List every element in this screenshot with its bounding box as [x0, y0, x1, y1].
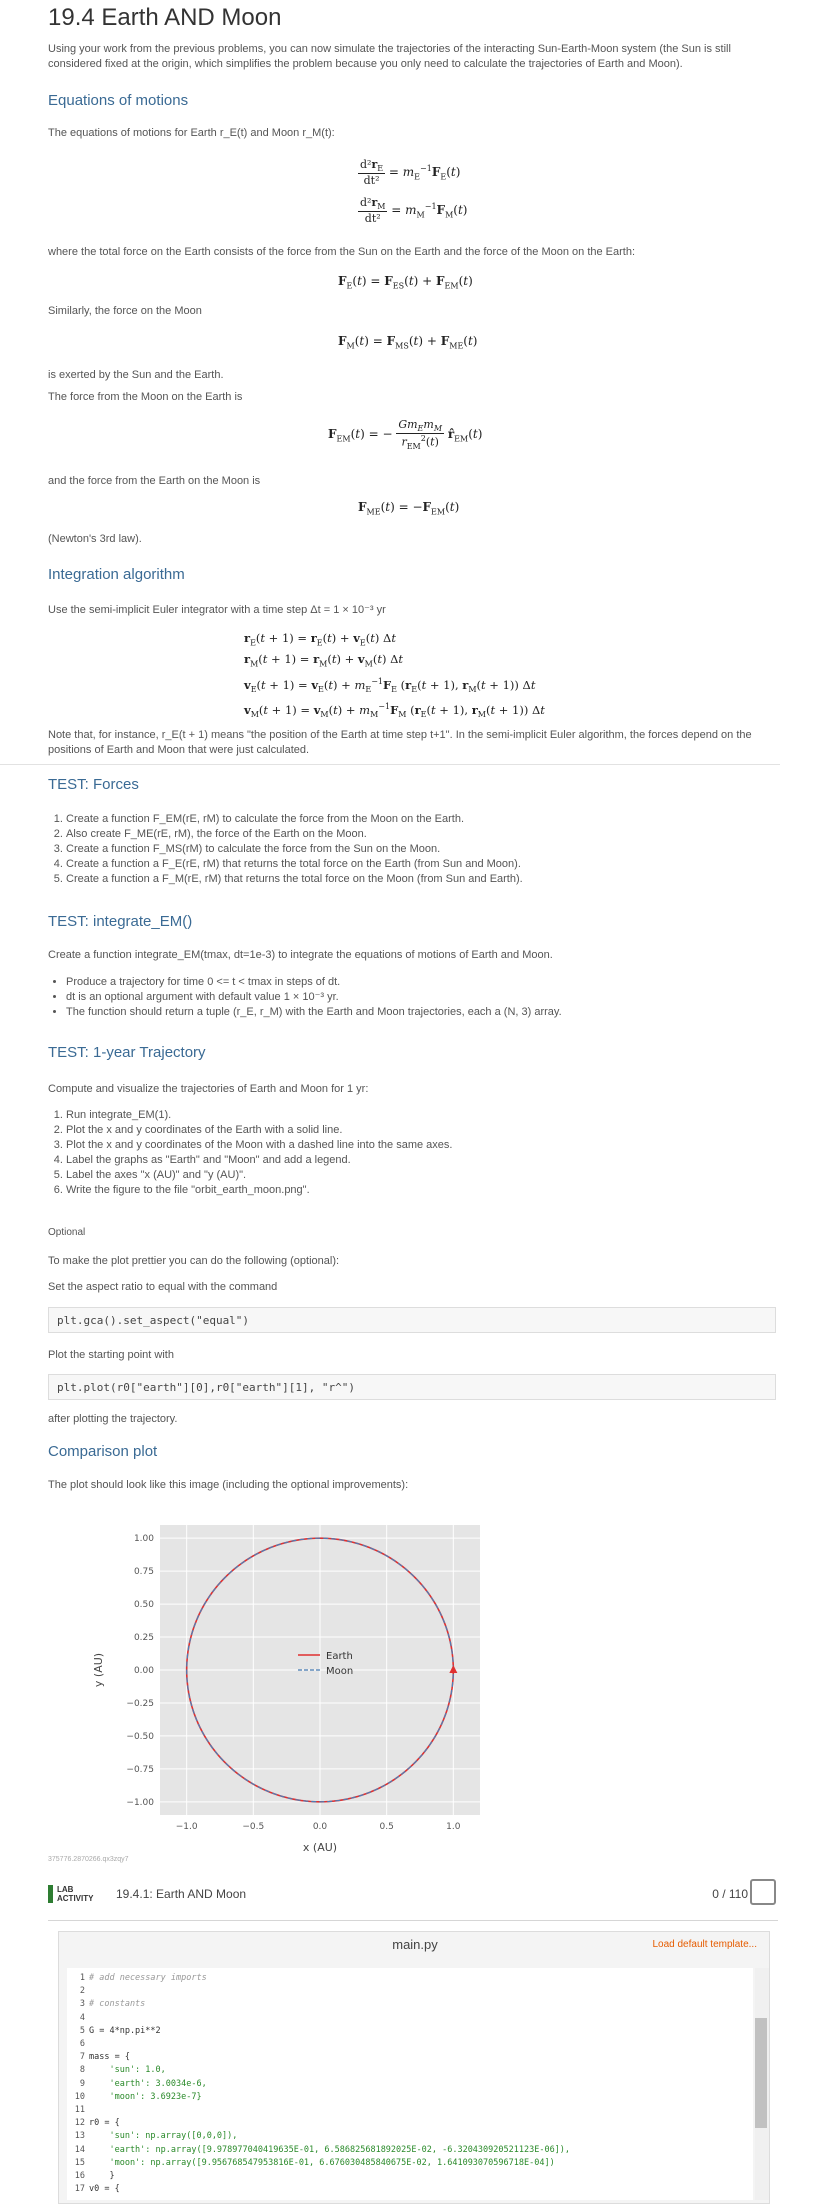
code-line: [67, 2130, 753, 2142]
code-line: [67, 2078, 753, 2090]
force-earth-moon-text: and the force from the Earth on the Moon is: [48, 475, 261, 487]
code-line: [67, 2091, 753, 2103]
load-template-link[interactable]: Load default template...: [652, 1939, 757, 1950]
code-text: G = 4*np.pi**2: [89, 2025, 161, 2036]
section-integration: Integration algorithm: [48, 566, 185, 583]
force-moon-earth-text: The force from the Moon on the Earth is: [48, 391, 243, 403]
forces-item-1: 1. Create a function F_EM(rE, rM) to calculate the force from the Moon on the Earth.: [66, 812, 523, 827]
newton-text: (Newton's 3rd law).: [48, 533, 142, 545]
euler-equations: [244, 630, 545, 723]
line-number: 12: [74, 2118, 85, 2129]
forces-item-2: 2. Also create F_ME(rE, rM), the force of the Earth on the Moon.: [66, 827, 523, 842]
test-forces-heading: TEST: Forces: [48, 776, 139, 793]
optional-heading: Optional: [48, 1227, 86, 1238]
code-line: [67, 2051, 753, 2063]
x-tick-label: −1.0: [175, 1822, 198, 1832]
forces-item-3: 3. Create a function F_MS(rM) to calculate the force from the Sun on the Moon.: [66, 842, 523, 857]
euler-eq-2: $r_M(t + 1) = r_M(t) + v_M(t)$ Δt: [244, 652, 404, 669]
line-number: 14: [74, 2144, 85, 2155]
code-line: [67, 2012, 753, 2024]
orbit-plot: [88, 1515, 528, 1860]
y-axis-label: y (AU): [92, 1652, 105, 1688]
line-number: 8: [79, 2065, 85, 2076]
x-tick-label: 1.0: [446, 1822, 461, 1832]
editor-header: [59, 1932, 771, 1958]
intro-text: Using your work from the previous problems, you can now simulate the trajectories of the interacting Sun-Earth-Moon system (the Sun is still considered fixed at the origin, which simplifies the problem because you only need to calculate the trajectories of Earth and Moon).: [48, 43, 731, 70]
line-number: 11: [74, 2105, 85, 2115]
code-line: [67, 2157, 753, 2169]
eom-text: [48, 126, 335, 141]
code-line: [67, 2144, 753, 2156]
forces-item-5: 5. Create a function a F_M(rE, rM) that returns the total force on the Moon (from Sun and Earth).: [66, 872, 523, 887]
line-number: 2: [79, 1986, 85, 1997]
eq-force-me: $F_{ME}(t) = -F_{EM}(t)$: [358, 500, 460, 517]
code-editor: [58, 1931, 770, 2204]
lab-title: 19.4.1: Earth AND Moon: [116, 1887, 247, 1901]
euler-eq-3: $v_E(t + 1) = v_E(t) + m_E^{-1}F_E$ ($r_E(t + 1)$, $r_M(t + 1)$) Δt: [244, 676, 536, 694]
similarly-text: Similarly, the force on the Moon: [48, 305, 202, 317]
exerted-text: is exerted by the Sun and the Earth.: [48, 369, 224, 381]
code-line: [67, 2025, 753, 2037]
test-trajectory-heading: TEST: 1-year Trajectory: [48, 1044, 206, 1061]
figure-id: 375776.2870266.qx3zqy7: [48, 1856, 129, 1863]
editor-filename: main.py: [392, 1937, 438, 1952]
page-title: 19.4 Earth AND Moon: [48, 4, 282, 31]
line-number: 13: [74, 2131, 85, 2142]
code-text: r0 = {: [89, 2118, 120, 2129]
y-tick-label: −0.25: [126, 1698, 154, 1709]
start-text: Plot the starting point with: [48, 1349, 174, 1361]
line-number: 5: [79, 2025, 85, 2036]
trajectory-text: Compute and visualize the trajectories of Earth and Moon for 1 yr:: [48, 1083, 369, 1095]
line-number: 16: [74, 2171, 85, 2181]
traj-item-3: 3. Plot the x and y coordinates of the Moon with a dashed line into the same axes.: [66, 1138, 452, 1153]
code-text: 'earth': np.array([9.978977040419635E-01, 6.586825681892025E-02, -6.320430920521123E-06]),: [89, 2144, 571, 2155]
lab-score: 0 / 110: [712, 1887, 748, 1901]
section-equations: Equations of motions: [48, 92, 189, 109]
code-text: # constants: [89, 1999, 146, 2010]
integrate-item-3: • The function should return a tuple (r_E, r_M) with the Earth and Moon trajectories, each a (N, 3) array.: [66, 1005, 562, 1020]
traj-item-6: 6. Write the figure to the file "orbit_earth_moon.png".: [66, 1183, 452, 1198]
y-tick-label: 0.25: [133, 1633, 154, 1644]
traj-item-5: 5. Label the axes "x (AU)" and "y (AU)".: [66, 1168, 452, 1183]
integrate-list: [66, 975, 562, 1020]
code-line: [67, 2117, 753, 2129]
code-area[interactable]: [67, 1968, 753, 2200]
integration-text: Use the semi-implicit Euler integrator with a time step Δt = 1 × 10⁻³ yr: [48, 604, 386, 616]
line-number: 15: [74, 2157, 85, 2168]
after-text: after plotting the trajectory.: [48, 1413, 178, 1425]
eq-earth-motion: $\frac{d^2r_E}{\text{dt²}}$ = $m_E^{-1}F_E(t)$: [360, 158, 461, 188]
code-line: [67, 2183, 753, 2195]
code-text: 'earth': 3.0034e-6,: [89, 2078, 207, 2089]
line-number: 4: [79, 2012, 85, 2023]
trajectory-list: [66, 1108, 452, 1198]
line-number: 3: [79, 1999, 85, 2010]
lab-badge: [48, 1885, 96, 1903]
integrate-item-1: • Produce a trajectory for time 0 <= t < tmax in steps of dt.: [66, 975, 562, 990]
aspect-code-block: plt.gca().set_aspect("equal"): [48, 1307, 776, 1333]
forces-list: [66, 812, 523, 887]
lab-badge-line1: LAB: [57, 1885, 74, 1894]
lab-badge-line2: ACTIVITY: [57, 1894, 94, 1903]
editor-scroll-thumb[interactable]: [755, 2018, 767, 2128]
code-line: [67, 1985, 753, 1997]
start-code-block: plt.plot(r0["earth"][0],r0["earth"][1], "r^"): [48, 1374, 776, 1400]
traj-item-4: 4. Label the graphs as "Earth" and "Moon" and add a legend.: [66, 1153, 452, 1168]
lab-activity: [48, 1873, 778, 2204]
section-comparison: Comparison plot: [48, 1443, 158, 1460]
y-tick-label: −1.00: [126, 1797, 154, 1808]
eq-total-earth: $F_E(t) = F_{ES}(t) + F_{EM}(t)$: [338, 274, 473, 291]
code-text: mass = {: [89, 2052, 130, 2063]
traj-item-1: 1. Run integrate_EM(1).: [66, 1108, 452, 1123]
lab-header: [48, 1873, 778, 1921]
y-tick-label: 0.50: [133, 1600, 154, 1611]
line-number: 17: [74, 2184, 85, 2195]
eom-text-content: The equations of motions for Earth r_E(t) and Moon r_M(t):: [48, 127, 335, 139]
code-text: v0 = {: [89, 2184, 120, 2195]
euler-eq-1: $r_E(t + 1) = r_E(t) + v_E(t)$ Δt: [244, 631, 396, 648]
x-tick-label: 0.5: [379, 1822, 394, 1832]
y-tick-label: 1.00: [133, 1534, 154, 1545]
editor-scrollbar[interactable]: [755, 1968, 769, 2200]
y-tick-label: −0.50: [126, 1731, 154, 1742]
euler-eq-4: $v_M(t + 1) = v_M(t) + m_M^{-1}F_M$ ($r_E(t + 1)$, $r_M(t + 1)$) Δt: [244, 701, 545, 719]
comparison-text: The plot should look like this image (including the optional improvements):: [48, 1479, 409, 1491]
forces-item-4: 4. Create a function a F_E(rE, rM) that returns the total force on the Earth (from Sun and Moon).: [66, 857, 523, 872]
test-integrate-heading: TEST: integrate_EM(): [48, 913, 193, 930]
code-line: [67, 1998, 753, 2010]
legend-earth-label: Earth: [326, 1651, 353, 1662]
eq-force-em: $F_{EM}(t)$ = − $\frac{Gm_Em_M}{r_{EM}^2(t)}$ $r̂_{EM}(t)$: [328, 418, 483, 452]
code-line: [67, 2064, 753, 2076]
code-text: 'sun': 1.0,: [89, 2065, 166, 2076]
line-number: 1: [79, 1973, 85, 1983]
aspect-text: Set the aspect ratio to equal with the command: [48, 1281, 278, 1293]
line-number: 9: [79, 2078, 85, 2089]
code-text: }: [89, 2171, 115, 2181]
y-tick-label: −0.75: [126, 1764, 154, 1775]
eq-moon-motion: $\frac{d^2r_M}{\text{dt²}}$ = $m_M^{-1}F_M(t)$: [360, 196, 468, 226]
integrate-text: Create a function integrate_EM(tmax, dt=1e-3) to integrate the equations of motions of Earth and Moon.: [48, 949, 553, 961]
x-tick-label: 0.0: [312, 1822, 328, 1832]
completion-box: [750, 1879, 776, 1905]
code-text: # add necessary imports: [89, 1973, 207, 1983]
code-line: [67, 2170, 753, 2182]
integrate-item-2: • dt is an optional argument with default value 1 × 10⁻³ yr.: [66, 990, 562, 1005]
y-tick-label: 0.75: [133, 1567, 154, 1578]
eq-total-moon: $F_M(t) = F_{MS}(t) + F_{ME}(t)$: [338, 334, 478, 351]
line-number: 10: [74, 2091, 85, 2102]
code-text: 'moon': 3.6923e-7}: [89, 2091, 202, 2102]
optional-text: To make the plot prettier you can do the following (optional):: [48, 1255, 340, 1267]
code-text: 'moon': np.array([9.956768547953816E-01, 6.676030485840675E-02, 1.641093070596718E-04]): [89, 2157, 555, 2168]
line-number: 6: [79, 2039, 85, 2049]
code-text: 'sun': np.array([0,0,0]),: [89, 2131, 238, 2142]
code-line: [67, 2038, 753, 2050]
line-number: 7: [79, 2052, 85, 2063]
note-text: Note that, for instance, r_E(t + 1) means "the position of the Earth at time step t+1". In the semi-implicit Euler algorithm, the forces depend on the positions of Earth and Moon that were just calculated.: [48, 729, 752, 756]
traj-item-2: 2. Plot the x and y coordinates of the Earth with a solid line.: [66, 1123, 452, 1138]
y-tick-label: 0.00: [133, 1666, 154, 1676]
code-line: [67, 1972, 753, 1984]
x-tick-label: −0.5: [242, 1822, 265, 1832]
total-force-text: where the total force on the Earth consists of the force from the Sun on the Earth and the force of the Moon on the Earth:: [48, 246, 636, 258]
x-axis-label: x (AU): [302, 1841, 338, 1854]
legend-moon-label: Moon: [326, 1666, 354, 1677]
code-line: [67, 2104, 753, 2116]
divider-1: [0, 764, 780, 765]
